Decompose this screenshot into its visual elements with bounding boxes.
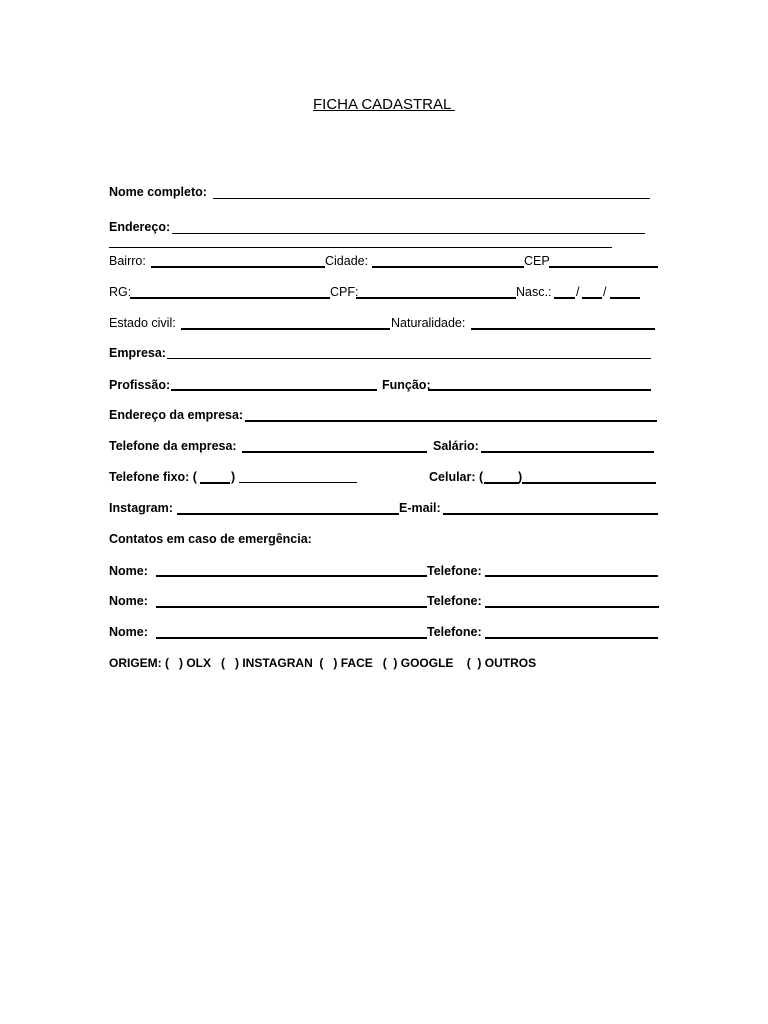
- row-profissao: [109, 376, 669, 394]
- row-telefone-empresa: [109, 437, 669, 455]
- estado-civil-field[interactable]: [181, 328, 390, 330]
- row-telefone-fixo: [109, 468, 669, 486]
- label-endereco-empresa: Endereço da empresa:: [109, 408, 244, 422]
- nasc-month-field[interactable]: [582, 297, 602, 299]
- empresa-field[interactable]: [167, 358, 651, 359]
- celular-field[interactable]: [522, 482, 656, 484]
- cpf-field[interactable]: [356, 297, 516, 299]
- label-telefone-fixo: Telefone fixo: (: [109, 470, 197, 484]
- label-bairro: Bairro:: [109, 254, 146, 268]
- label-telefone-3: Telefone:: [427, 625, 482, 639]
- label-cep: CEP: [524, 254, 550, 268]
- label-endereco: Endereço:: [109, 220, 171, 234]
- cep-field[interactable]: [549, 266, 658, 268]
- celular-ddd-field[interactable]: [484, 482, 519, 484]
- email-field[interactable]: [443, 513, 658, 515]
- row-contatos: [109, 530, 669, 548]
- nasc-separator: /: [576, 285, 580, 299]
- profissao-field[interactable]: [171, 389, 377, 391]
- row-estado-civil: [109, 314, 669, 332]
- label-nome-2: Nome:: [109, 594, 148, 608]
- label-empresa: Empresa:: [109, 346, 166, 360]
- row-emergency-contact-3: [109, 623, 669, 641]
- label-telefone-empresa: Telefone da empresa:: [109, 439, 237, 453]
- salario-field[interactable]: [481, 451, 654, 453]
- nasc-separator: /: [603, 285, 607, 299]
- endereco-field-line2[interactable]: [109, 247, 612, 248]
- label-email: E-mail:: [399, 501, 441, 515]
- nome-1-field[interactable]: [156, 575, 427, 577]
- telefone-fixo-field[interactable]: [239, 482, 357, 483]
- cidade-field[interactable]: [372, 266, 524, 268]
- row-endereco-empresa: [109, 406, 669, 424]
- celular-paren: ): [518, 470, 523, 484]
- row-endereco: [109, 218, 669, 236]
- label-nome: Nome completo:: [109, 185, 207, 199]
- funcao-field[interactable]: [428, 389, 651, 391]
- endereco-empresa-field[interactable]: [245, 420, 657, 422]
- label-instagram: Instagram:: [109, 501, 173, 515]
- row-empresa: [109, 344, 669, 362]
- label-profissao: Profissão:: [109, 378, 171, 392]
- label-telefone-2: Telefone:: [427, 594, 482, 608]
- nome-3-field[interactable]: [156, 637, 427, 639]
- telefone-1-field[interactable]: [485, 575, 658, 577]
- label-cidade: Cidade:: [325, 254, 369, 268]
- telefone-empresa-field[interactable]: [242, 451, 427, 453]
- row-emergency-contact-2: [109, 592, 669, 610]
- naturalidade-field[interactable]: [471, 328, 655, 330]
- label-estado-civil: Estado civil:: [109, 316, 176, 330]
- label-funcao: Função:: [382, 378, 431, 392]
- rg-field[interactable]: [130, 297, 330, 299]
- label-telefone-1: Telefone:: [427, 564, 482, 578]
- label-contatos: Contatos em caso de emergência:: [109, 532, 312, 546]
- nome-field[interactable]: [213, 198, 650, 199]
- label-nome-1: Nome:: [109, 564, 148, 578]
- label-cpf: CPF:: [330, 285, 359, 299]
- bairro-field[interactable]: [151, 266, 325, 268]
- label-celular: Celular: (: [429, 470, 484, 484]
- nasc-day-field[interactable]: [554, 297, 575, 299]
- nasc-year-field[interactable]: [610, 297, 640, 299]
- row-rg: [109, 283, 669, 301]
- telefone-fixo-ddd-field[interactable]: [200, 482, 230, 484]
- label-nome-3: Nome:: [109, 625, 148, 639]
- origem-options[interactable]: ORIGEM: ( ) OLX ( ) INSTAGRAN ( ) FACE ( ) GOOGLE ( ) OUTROS: [109, 656, 537, 670]
- label-naturalidade: Naturalidade:: [391, 316, 466, 330]
- row-bairro: [109, 252, 669, 270]
- label-rg: RG:: [109, 285, 132, 299]
- label-nasc: Nasc.:: [516, 285, 552, 299]
- telefone-2-field[interactable]: [485, 606, 659, 608]
- label-salario: Salário:: [433, 439, 479, 453]
- form-title: FICHA CADASTRAL: [313, 96, 455, 113]
- row-instagram: [109, 499, 669, 517]
- row-nome: [109, 183, 669, 201]
- instagram-field[interactable]: [177, 513, 399, 515]
- nome-2-field[interactable]: [156, 606, 427, 608]
- telefone-3-field[interactable]: [485, 637, 658, 639]
- endereco-field[interactable]: [172, 233, 645, 234]
- telefone-fixo-paren: ): [231, 470, 236, 484]
- row-emergency-contact-1: [109, 562, 669, 580]
